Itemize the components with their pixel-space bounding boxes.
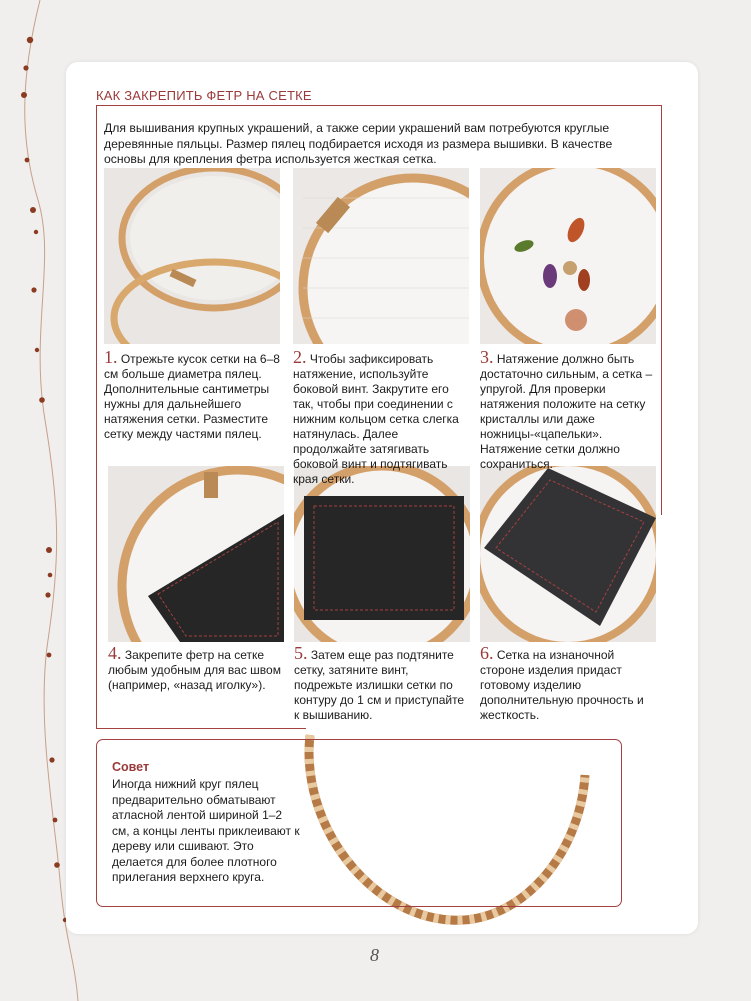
intro-paragraph: Для вышивания крупных украшений, а также серии украшений вам потребуются круглые деревянные пяльцы. Размер пялец подбирается исходя из размера вышивки. В качестве основы для крепления фетра используется жесткая сетка. [104,121,613,166]
photo-step-1 [104,168,280,344]
step-4-text: Закрепите фетр на сетке любым удобным для вас швом (например, «назад иголку»). [108,648,281,692]
step-5-caption [294,643,470,723]
photo-step-4 [108,466,284,642]
step-5-number: 5. [294,643,308,663]
step-3-text: Натяжение должно быть достаточно сильным, а сетка – упругой. Для проверки натяжения положите на сетку кристаллы или даже ножницы-«цапельки». Натяжение сетки должно сохраниться. [480,352,653,471]
photo-step-6 [480,466,656,642]
step-1-number: 1. [104,347,118,367]
step-3-caption [480,347,656,472]
photo-step-5 [294,466,470,642]
page-title: КАК ЗАКРЕПИТЬ ФЕТР НА СЕТКЕ [96,88,312,103]
step-6-caption [480,643,656,723]
frame-right-edge [661,105,662,515]
tip-title: Совет [112,760,150,774]
step-2-caption [293,347,471,487]
tip-text: Иногда нижний круг пялец предварительно обматывают атласной лентой шириной 1–2 см, а концы ленты приклеивают к дереву или сшивают. Это делается для более плотного прилегания верхнего круга. [112,777,300,884]
step-4-caption [108,643,284,693]
step-2-number: 2. [293,347,307,367]
page-number: 8 [370,945,379,965]
step-1-caption [104,347,280,442]
frame-bottom-edge [96,728,306,729]
photo-step-2 [293,168,469,344]
step-6-number: 6. [480,643,494,663]
step-5-text: Затем еще раз подтяните сетку, затяните винт, подрежьте излишки сетки по контуру до 1 см и приступайте к вышиванию. [294,648,465,722]
photo-step-3 [480,168,656,344]
step-1-text: Отрежьте кусок сетки на 6–8 см больше диаметра пялец. Дополнительные сантиметры нужны для дальнейшего натяжения сетки. Разместите сетку между частями пялец. [104,352,280,441]
step-6-text: Сетка на изнаночной стороне изделия придаст готовому изделию дополнительную прочность и жесткость. [480,648,644,722]
step-4-number: 4. [108,643,122,663]
step-3-number: 3. [480,347,494,367]
step-2-text: Чтобы зафиксировать натяжение, используйте боковой винт. Закрутите его так, чтобы при соединении с нижним кольцом сетка слегка натянулась. Далее продолжайте затягивать боковой винт и подтягивать края сетки. [293,352,459,486]
